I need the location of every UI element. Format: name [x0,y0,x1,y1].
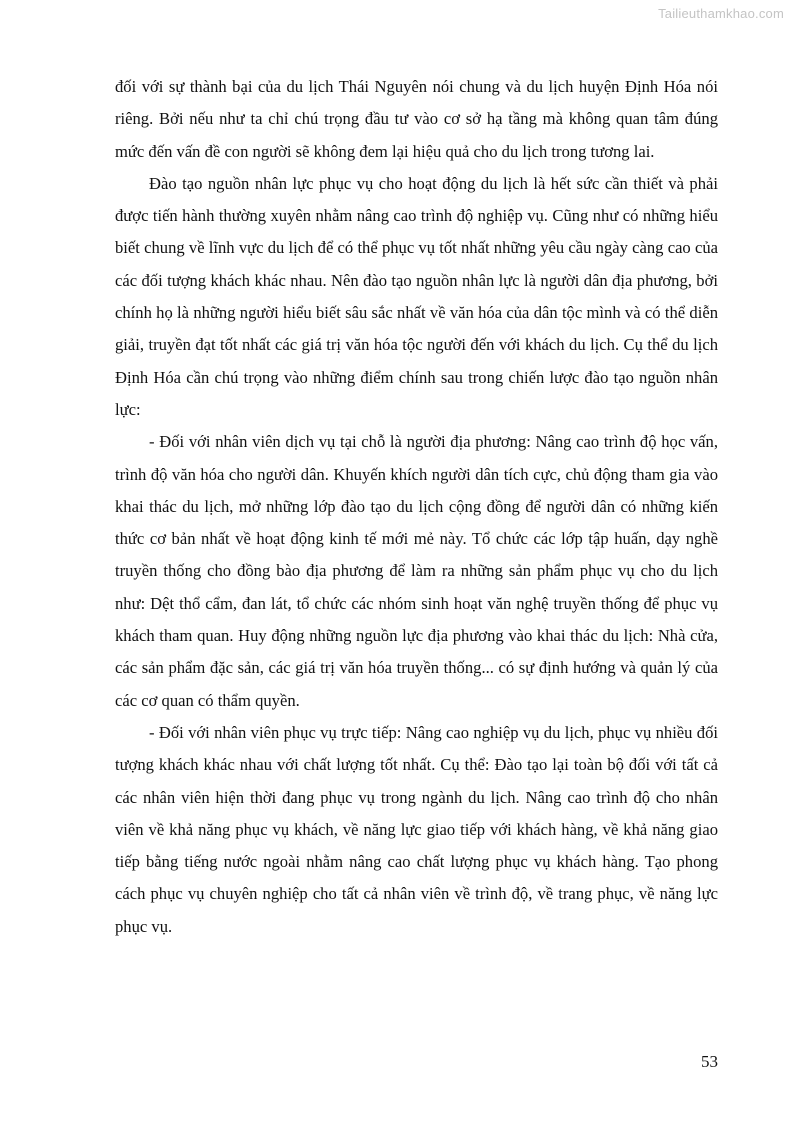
page-number: 53 [701,1052,718,1071]
paragraph-direct-service-staff: - Đối với nhân viên phục vụ trực tiếp: Nâng cao nghiệp vụ du lịch, phục vụ nhiều đối tượng khách khác nhau với chất lượng tốt nhất. Cụ thể: Đào tạo lại toàn bộ đối với tất cả các nhân viên hiện thời đang phục vụ trong ngành du lịch. Nâng cao trình độ cho nhân viên về khả năng phục vụ khách, về năng lực giao tiếp với khách hàng, về khả năng giao tiếp bằng tiếng nước ngoài nhằm nâng cao chất lượng phục vụ khách hàng. Tạo phong cách phục vụ chuyên nghiệp cho tất cả nhân viên về trình độ, về trang phục, về năng lực phục vụ. [115,722,718,936]
watermark-text: Tailieuthamkhao.com [658,6,784,21]
paragraph-training-overview: Đào tạo nguồn nhân lực phục vụ cho hoạt động du lịch là hết sức cần thiết và phải được tiến hành thường xuyên nhằm nâng cao trình độ nghiệp vụ. Cũng như có những hiểu biết chung về lĩnh vực du lịch để có thể phục vụ tốt nhất những yêu cầu ngày càng cao của các đối tượng khách khác nhau. Nên đào tạo nguồn nhân lực là người dân địa phương, bởi chính họ là những người hiểu biết sâu sắc nhất về văn hóa của dân tộc mình và có thể diễn giải, truyền đạt tốt nhất các giá trị văn hóa tộc người đến với khách du lịch. Cụ thể du lịch Định Hóa cần chú trọng vào những điểm chính sau trong chiến lược đào tạo nguồn nhân lực: [115,173,718,419]
paragraph-local-staff: - Đối với nhân viên dịch vụ tại chỗ là người địa phương: Nâng cao trình độ học vấn, trình độ văn hóa cho người dân. Khuyến khích người dân tích cực, chủ động tham gia vào khai thác du lịch, mở những lớp đào tạo du lịch cộng đồng để người dân có những kiến thức cơ bản nhất về hoạt động kinh tế mới mẻ này. Tổ chức các lớp tập huấn, dạy nghề truyền thống cho đồng bào địa phương để làm ra những sản phẩm phục vụ cho du lịch như: Dệt thổ cẩm, đan lát, tổ chức các nhóm sinh hoạt văn nghệ truyền thống để phục vụ khách tham quan. Huy động những nguồn lực địa phương vào khai thác du lịch: Nhà cửa, các sản phẩm đặc sản, các giá trị văn hóa truyền thống... có sự định hướng và quản lý của các cơ quan có thẩm quyền. [115,432,718,710]
paragraph-continuation: đối với sự thành bại của du lịch Thái Nguyên nói chung và du lịch huyện Định Hóa nói riêng. Bởi nếu như ta chỉ chú trọng đầu tư vào cơ sở hạ tầng mà không quan tâm đúng mức đến vấn đề con người sẽ không đem lại hiệu quả cho du lịch trong tương lai. [115,77,718,161]
document-body [115,71,718,943]
